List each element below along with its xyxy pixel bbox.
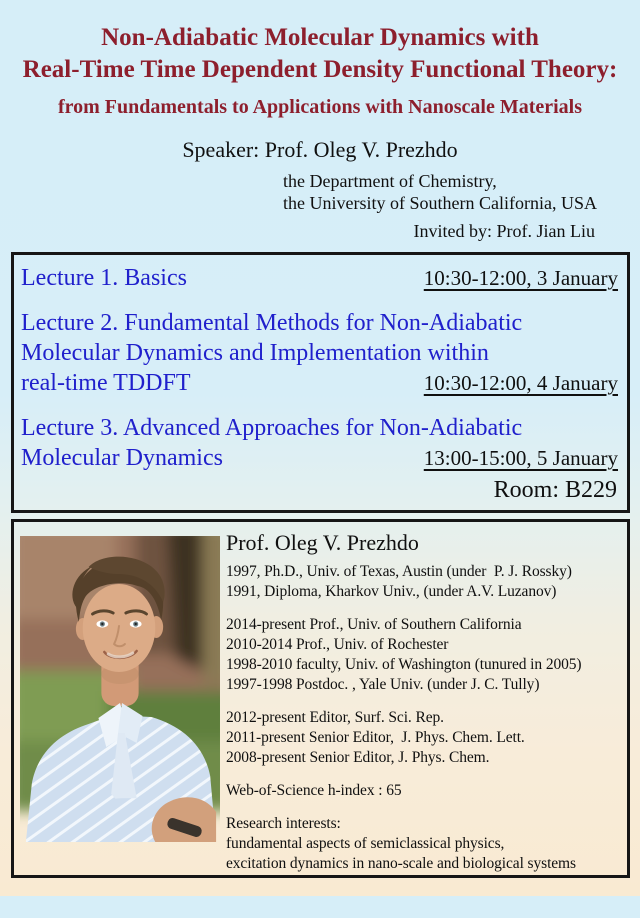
lecture-title-line: Lecture 3. Advanced Approaches for Non-Adiabatic [21, 415, 523, 441]
affiliation-line-1: the Department of Chemistry, [283, 171, 497, 191]
bio-line: 2012-present Editor, Surf. Sci. Rep. [226, 709, 444, 726]
bio-gap [226, 602, 621, 615]
speaker-photo-illustration [20, 536, 220, 842]
schedule-box [11, 252, 630, 513]
bio-line: Web-of-Science h-index : 65 [226, 782, 402, 799]
bio-line: 2011-present Senior Editor, J. Phys. Chem. Lett. [226, 729, 525, 746]
title-line-1: Non-Adiabatic Molecular Dynamics with [101, 24, 539, 51]
room-label: Room: B229 [493, 477, 617, 503]
bio-gap [226, 768, 621, 781]
invited-by-line: Invited by: Prof. Jian Liu [413, 221, 595, 241]
bio-line: excitation dynamics in nano-scale and biological systems [226, 855, 576, 872]
bio-line: fundamental aspects of semiclassical physics, [226, 835, 505, 852]
lecture-row [21, 443, 620, 473]
bio-name: Prof. Oleg V. Prezhdo [226, 530, 419, 555]
affiliation-line-2: the University of Southern California, USA [283, 193, 597, 213]
bio-line: Research interests: [226, 815, 341, 832]
lecture-row [21, 368, 620, 398]
lecture-list [21, 263, 620, 473]
lecture-title-line: Lecture 1. Basics [21, 265, 187, 291]
lecture-title-line: Molecular Dynamics [21, 445, 223, 471]
speaker-photo [20, 536, 220, 842]
bio-gap [226, 695, 621, 708]
bio-line: 1991, Diploma, Kharkov Univ., (under A.V. Luzanov) [226, 583, 557, 600]
lecture-time: 10:30-12:00, 3 January [423, 266, 618, 290]
bio-details [226, 562, 621, 874]
title-line-2: Real-Time Time Dependent Density Functional Theory: [22, 56, 618, 83]
lecture-title-line: Lecture 2. Fundamental Methods for Non-Adiabatic [21, 310, 523, 336]
lecture-row [21, 263, 620, 293]
page-subtitle: from Fundamentals to Applications with Nanoscale Materials [57, 96, 583, 118]
bio-gap [226, 801, 621, 814]
bio-line: 1997-1998 Postdoc. , Yale Univ. (under J. C. Tully) [226, 676, 540, 693]
bio-line: 2010-2014 Prof., Univ. of Rochester [226, 636, 449, 653]
lecture-time: 10:30-12:00, 4 January [423, 371, 618, 395]
lecture-item [21, 263, 620, 293]
lecture-item [21, 308, 620, 398]
lecture-poster [0, 22, 640, 918]
bio-box [11, 519, 630, 878]
lecture-title-line: real-time TDDFT [21, 370, 191, 396]
bio-line: 1997, Ph.D., Univ. of Texas, Austin (under P. J. Rossky) [226, 563, 572, 580]
bio-text-column [226, 530, 621, 874]
speaker-affiliation [283, 170, 640, 214]
lecture-title-line: Molecular Dynamics and Implementation within [21, 340, 489, 366]
page-title [0, 22, 640, 86]
bio-line: 1998-2010 faculty, Univ. of Washington (tunured in 2005) [226, 656, 582, 673]
lecture-item [21, 413, 620, 473]
bio-line: 2014-present Prof., Univ. of Southern California [226, 616, 522, 633]
lecture-time: 13:00-15:00, 5 January [423, 446, 618, 470]
bio-line: 2008-present Senior Editor, J. Phys. Chem. [226, 749, 490, 766]
speaker-line: Speaker: Prof. Oleg V. Prezhdo [182, 137, 458, 162]
